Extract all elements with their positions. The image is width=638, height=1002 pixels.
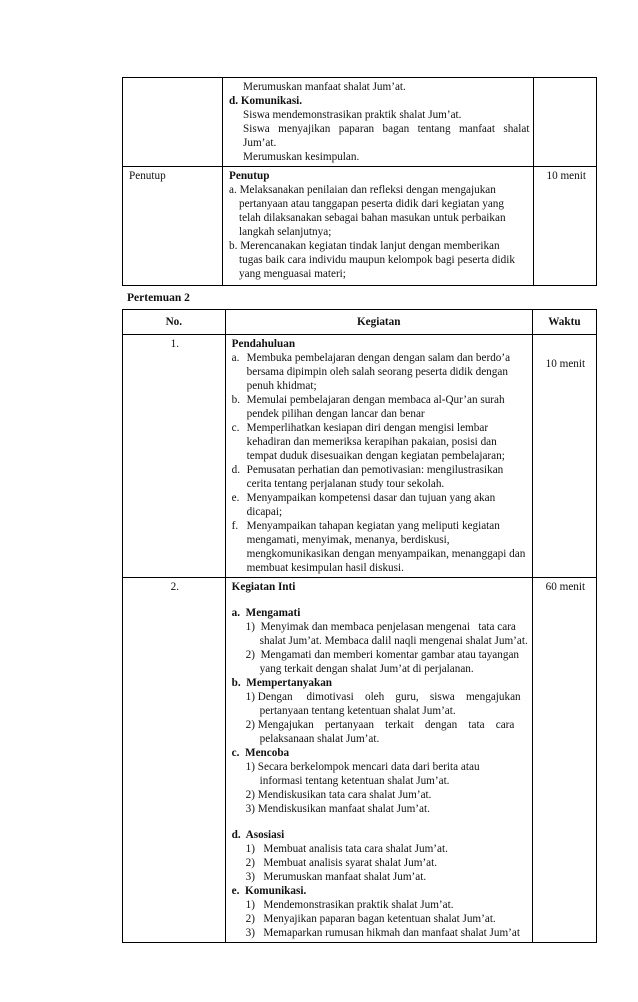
list-item-text: [247, 491, 528, 519]
text-line: pertanyaan atau tanggapan peserta didik dari kegiatan yang: [239, 198, 504, 210]
text-line: kehadiran dan memeriksa kerapihan pakaian, posisi dan: [246, 436, 497, 448]
list-item: [232, 421, 528, 463]
activity-cell: [225, 335, 532, 578]
text-line: membuat kesimpulan hasil diskusi.: [246, 562, 404, 574]
text-line: dicapai;: [246, 506, 283, 518]
text-line: 1) Dengan dimotivasi oleh guru, siswa mengajukan: [245, 691, 521, 703]
text-line: 3) Mendiskusikan manfaat shalat Jum’at.: [245, 803, 430, 815]
time-value: [532, 335, 596, 578]
list-item-text: [247, 393, 528, 421]
text-line: 2) Mendiskusikan tata cara shalat Jum’at.: [245, 789, 432, 801]
text-line: informasi tentang ketentuan shalat Jum’at.: [259, 775, 450, 787]
activity-cell: [223, 78, 534, 167]
text-line: 1) Membuat analisis tata cara shalat Jum’at.: [245, 843, 448, 855]
column-header-no: No.: [123, 310, 226, 335]
text-line: shalat Jum’at. Membaca dalil naqli mengenai shalat Jum’at.: [259, 635, 528, 647]
text-line: Siswa menyajikan paparan bagan tentang manfaat shalat: [243, 123, 530, 135]
table-cell: [123, 78, 223, 167]
phase-label: Penutup: [123, 167, 223, 286]
row-number: 1.: [123, 335, 226, 578]
row-number: 2.: [123, 578, 226, 943]
list-item-marker: c.: [231, 422, 240, 434]
list-item: [232, 463, 528, 491]
text-line: yang terkait dengan shalat Jum’at di perjalanan.: [259, 663, 474, 675]
text-line: cerita tentang perjalanan study tour sekolah.: [246, 478, 445, 490]
text-line: pertanyaan tentang ketentuan shalat Jum’at.: [259, 705, 456, 717]
list-item-text: [247, 519, 528, 575]
text-line: Memulai pembelajaran dengan membaca al-Qur’an surah: [246, 394, 505, 406]
text-line: Menyampaikan tahapan kegiatan yang meliputi kegiatan: [246, 520, 500, 532]
text-line: penuh khidmat;: [246, 380, 317, 392]
time-text: 10 menit: [545, 358, 586, 370]
list-item-marker: a.: [231, 352, 240, 364]
text-line: 3) Merumuskan manfaat shalat Jum’at.: [245, 871, 427, 883]
list-item-marker: e.: [231, 492, 240, 504]
table-continuation: [122, 77, 597, 286]
table-pertemuan-2: [122, 309, 597, 943]
time-value: 60 menit: [532, 578, 596, 943]
text-line: b. Merencanakan kegiatan tindak lanjut dengan memberikan: [229, 240, 500, 252]
text-line: 1) Mendemonstrasikan praktik shalat Jum’at.: [245, 899, 454, 911]
subsection-heading: e. Komunikasi.: [231, 885, 307, 897]
text-line: 3) Memaparkan rumusan hikmah dan manfaat shalat Jum’at: [245, 927, 520, 939]
section-heading: Penutup: [229, 170, 270, 182]
column-header-kegiatan: Kegiatan: [225, 310, 532, 335]
text-line: 2) Menyajikan paparan bagan ketentuan shalat Jum’at.: [245, 913, 496, 925]
subsection-heading: c. Mencoba: [231, 747, 290, 759]
text-line: 2) Membuat analisis syarat shalat Jum’at.: [245, 857, 438, 869]
list-item-marker: b.: [231, 394, 241, 406]
activity-cell: [225, 578, 532, 943]
section-heading: Kegiatan Inti: [231, 581, 296, 593]
table-header-row: [123, 310, 597, 335]
subsection-heading: b. Mempertanyakan: [231, 677, 333, 689]
text-line: Jum’at.: [243, 137, 277, 149]
text-line: pendek pilihan dengan lancar dan benar: [246, 408, 425, 420]
subsection-heading: d. Asosiasi: [231, 829, 285, 841]
table-cell: [534, 78, 597, 167]
list-item-marker: f.: [231, 520, 239, 532]
text-line: telah dilaksanakan sebagai bahan masukan untuk perbaikan: [239, 212, 506, 224]
table-row: [123, 335, 597, 578]
text-line: yang menguasai materi;: [239, 268, 346, 280]
list-item: [232, 519, 528, 575]
text-line: Pemusatan perhatian dan pemotivasian: mengilustrasikan: [246, 464, 504, 476]
subsection-heading: a. Mengamati: [231, 607, 301, 619]
list-item-text: [247, 351, 528, 393]
section-heading: d. Komunikasi.: [229, 95, 303, 107]
text-line: Merumuskan manfaat shalat Jum’at.: [243, 81, 406, 93]
list-item-text: [247, 421, 528, 463]
section-title: Pertemuan 2: [127, 292, 190, 304]
column-header-waktu: Waktu: [532, 310, 596, 335]
text-line: 1) Secara berkelompok mencari data dari berita atau: [245, 761, 480, 773]
text-line: mengamati, menyimak, menanya, berdiskusi,: [246, 534, 450, 546]
text-line: langkah selanjutnya;: [239, 226, 332, 238]
text-line: Siswa mendemonstrasikan praktik shalat Jum’at.: [243, 109, 462, 121]
list-item: [232, 491, 528, 519]
list-item: [232, 393, 528, 421]
text-line: 2) Mengajukan pertanyaan terkait dengan tata cara: [245, 719, 515, 731]
table-row: [123, 578, 597, 943]
text-line: a. Melaksanakan penilaian dan refleksi dengan mengajukan: [229, 184, 496, 196]
text-line: Membuka pembelajaran dengan dengan salam dan berdo’a: [246, 352, 511, 364]
text-line: tugas baik cara individu maupun kelompok bagi peserta didik: [239, 254, 515, 266]
activity-cell: [223, 167, 534, 286]
table-row: [123, 167, 597, 286]
text-line: Merumuskan kesimpulan.: [243, 151, 360, 163]
item-list: [232, 351, 528, 575]
text-line: 1) Menyimak dan membaca penjelasan mengenai tata cara: [245, 621, 516, 633]
text-line: tempat duduk disesuaikan dengan kegiatan pembelajaran;: [246, 450, 505, 462]
text-line: pelaksanaan shalat Jum’at.: [259, 733, 380, 745]
text-line: Menyampaikan kompetensi dasar dan tujuan yang akan: [246, 492, 496, 504]
text-line: 2) Mengamati dan memberi komentar gambar atau tayangan: [245, 649, 520, 661]
list-item-marker: d.: [231, 464, 241, 476]
time-value: 10 menit: [534, 167, 597, 286]
text-line: mengkomunikasikan dengan menyampaikan, menanggapi dan: [246, 548, 526, 560]
section-heading: Pendahuluan: [231, 338, 296, 350]
list-item: [232, 351, 528, 393]
text-line: Memperlihatkan kesiapan diri dengan mengisi lembar: [246, 422, 489, 434]
text-line: bersama dipimpin oleh salah seorang peserta didik dengan: [246, 366, 508, 378]
list-item-text: [247, 463, 528, 491]
table-row: [123, 78, 597, 167]
